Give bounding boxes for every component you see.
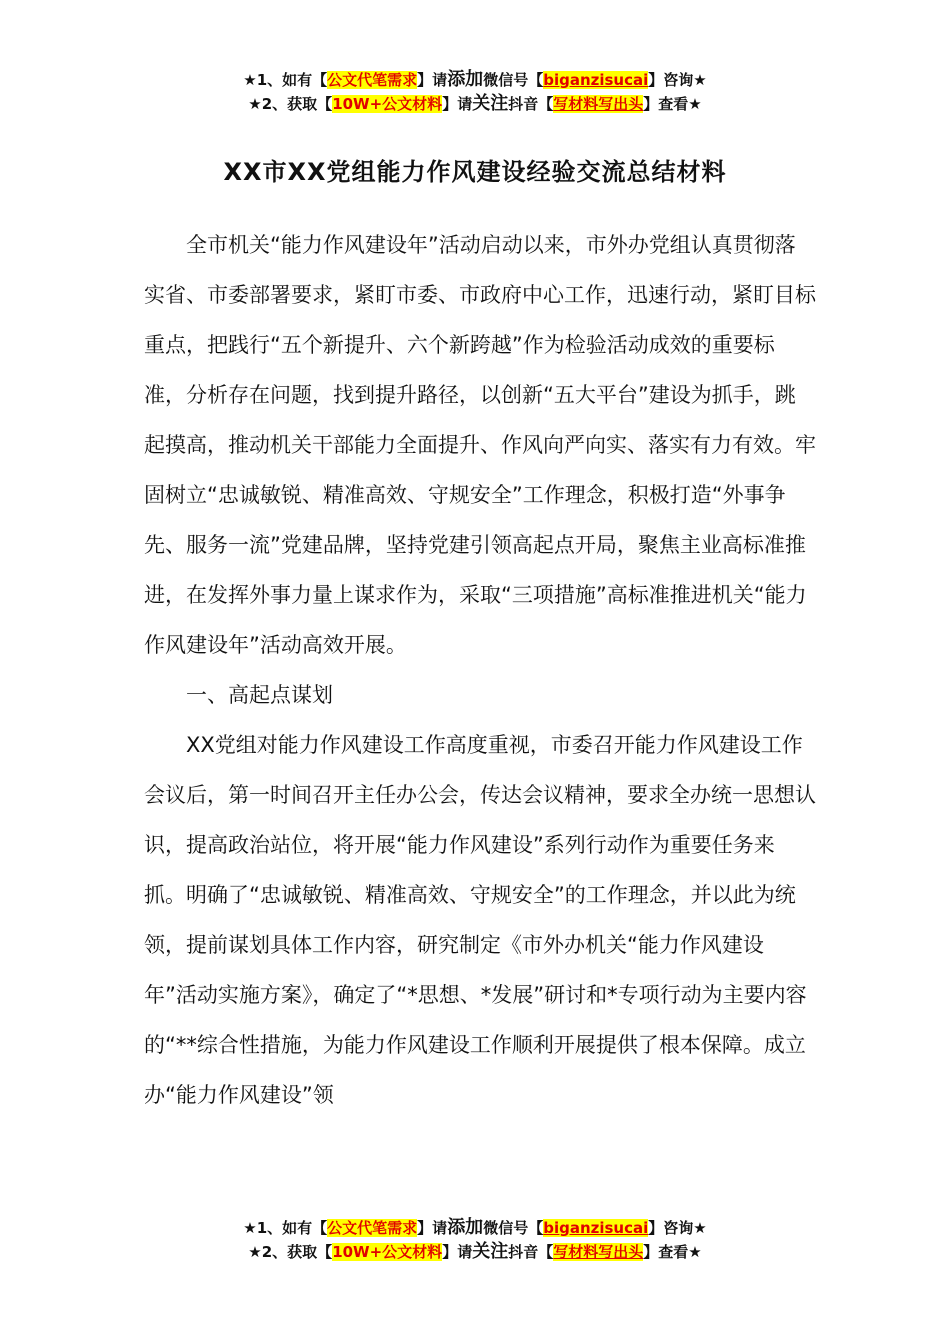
banner-text: ★1、如有【 bbox=[243, 71, 328, 89]
footer-banner bbox=[0, 1216, 950, 1264]
banner-highlight: 公文代笔需求 bbox=[327, 71, 418, 89]
douyin-id: 写材料写出头 bbox=[553, 1243, 644, 1261]
banner-line-1 bbox=[0, 1216, 950, 1240]
header-banner bbox=[0, 68, 950, 116]
banner-text: 抖音【 bbox=[508, 1243, 554, 1261]
banner-text: ★2、获取【 bbox=[248, 1243, 333, 1261]
banner-text: 微信号【 bbox=[483, 1219, 544, 1237]
banner-emphasis: 关注 bbox=[472, 93, 509, 114]
banner-highlight: 10W+公文材料 bbox=[332, 95, 443, 113]
section-heading: 一、高起点谋划 bbox=[186, 683, 333, 707]
banner-text: 】请 bbox=[417, 1219, 448, 1237]
banner-line-2 bbox=[0, 1240, 950, 1264]
banner-line-2 bbox=[0, 92, 950, 116]
wechat-id: biganzisucai bbox=[543, 71, 649, 89]
banner-text: 】请 bbox=[442, 95, 473, 113]
banner-text: 】咨询★ bbox=[648, 1219, 707, 1237]
document-title: XX市XX党组能力作风建设经验交流总结材料 bbox=[223, 158, 727, 186]
banner-emphasis: 添加 bbox=[447, 69, 484, 90]
wechat-id: biganzisucai bbox=[543, 1219, 649, 1237]
banner-text: 】请 bbox=[417, 71, 448, 89]
banner-emphasis: 添加 bbox=[447, 1217, 484, 1238]
banner-text: 】查看★ bbox=[643, 1243, 702, 1261]
banner-emphasis: 关注 bbox=[472, 1241, 509, 1262]
banner-text: ★1、如有【 bbox=[243, 1219, 328, 1237]
banner-text: ★2、获取【 bbox=[248, 95, 333, 113]
banner-text: 】查看★ bbox=[643, 95, 702, 113]
paragraph: 全市机关“能力作风建设年”活动启动以来，市外办党组认真贯彻落实省、市委部署要求，紧盯市委、市政府中心工作，迅速行动，紧盯目标重点，把践行“五个新提升、六个新跨越”作为检验活动成效的重要标准，分析存在问题，找到提升路径，以创新“五大平台”建设为抓手，跳起摸高，推动机关干部能力全面提升、作风向严向实、落实有力有效。牢固树立“忠诚敏锐、精准高效、守规安全”工作理念，积极打造“外事争先、服务一流”党建品牌，坚持党建引领高起点开局，聚焦主业高标准推进，在发挥外事力量上谋求作为，采取“三项措施”高标准推进机关“能力作风建设年”活动高效开展。 bbox=[144, 233, 816, 657]
douyin-id: 写材料写出头 bbox=[553, 95, 644, 113]
banner-text: 微信号【 bbox=[483, 71, 544, 89]
document-body bbox=[144, 220, 816, 1120]
banner-highlight: 10W+公文材料 bbox=[332, 1243, 443, 1261]
banner-text: 】咨询★ bbox=[648, 71, 707, 89]
banner-highlight: 公文代笔需求 bbox=[327, 1219, 418, 1237]
banner-text: 抖音【 bbox=[508, 95, 554, 113]
banner-line-1 bbox=[0, 68, 950, 92]
banner-text: 】请 bbox=[442, 1243, 473, 1261]
paragraph: XX党组对能力作风建设工作高度重视，市委召开能力作风建设工作会议后，第一时间召开主任办公会，传达会议精神，要求全办统一思想认识，提高政治站位，将开展“能力作风建设”系列行动作为重要任务来抓。明确了“忠诚敏锐、精准高效、守规安全”的工作理念，并以此为统领，提前谋划具体工作内容，研究制定《市外办机关“能力作风建设年”活动实施方案》，确定了“*思想、*发展”研讨和*专项行动为主要内容的“**综合性措施，为能力作风建设工作顺利开展提供了根本保障。成立办“能力作风建设”领 bbox=[144, 733, 816, 1107]
